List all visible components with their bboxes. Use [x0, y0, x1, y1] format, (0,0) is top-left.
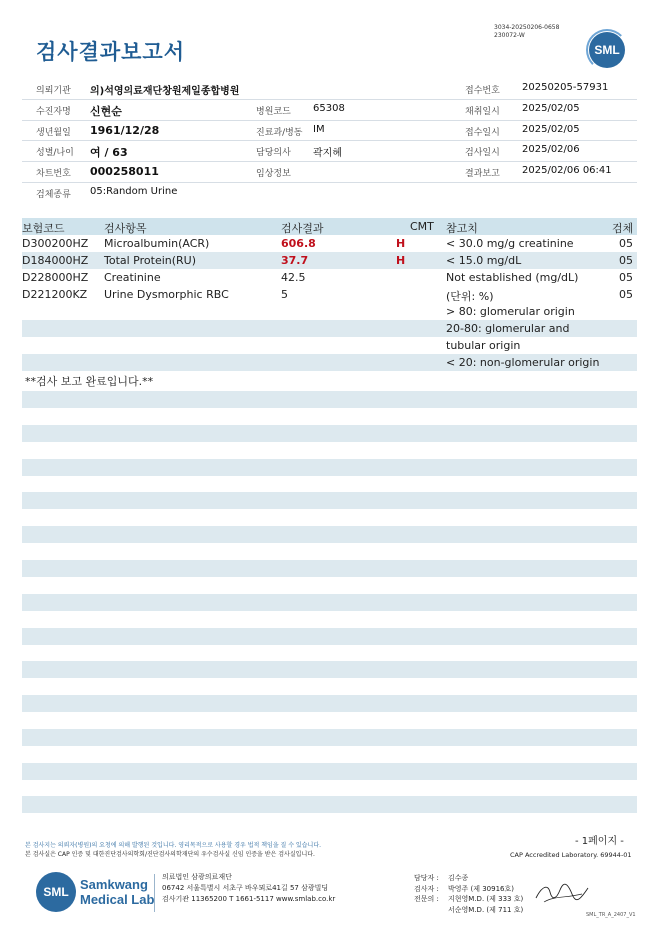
reference-line: > 80: glomerular origin	[446, 305, 575, 318]
tested-value: 2025/02/06	[522, 144, 580, 156]
results-table	[22, 218, 637, 388]
institution-label: 의뢰기관	[36, 86, 71, 96]
cell-specimen: 05	[619, 288, 633, 301]
reference-continuation-row	[22, 303, 637, 320]
receipt-no-label: 접수번호	[465, 86, 500, 96]
birth-value: 1961/12/28	[90, 123, 160, 137]
info-row	[22, 79, 637, 100]
lab-foundation: 의료법인 삼광의료재단	[162, 873, 232, 881]
sml-logo: SML	[589, 32, 625, 68]
cap-accreditation: CAP Accredited Laboratory. 69944-01	[510, 851, 632, 859]
lab-street-address: 06742 서울특별시 서초구 바우뫼로41길 57 삼광빌딩	[162, 884, 329, 892]
completion-note: **검사 보고 완료입니다.**	[25, 375, 154, 388]
high-flag: H	[396, 237, 406, 250]
empty-row	[22, 729, 637, 746]
cell-result: 5	[281, 288, 288, 301]
col-test-item: 검사항목	[104, 222, 147, 235]
cell-result: 42.5	[281, 271, 306, 284]
info-row	[22, 121, 637, 142]
table-row	[22, 269, 637, 286]
reported-label: 결과보고	[465, 169, 500, 180]
specimen-type-value: 05:Random Urine	[90, 185, 178, 197]
signature-image	[534, 880, 590, 906]
staff-name: 서순영M.D. (제 711 호)	[448, 905, 524, 914]
cell-code: D228000HZ	[22, 271, 89, 284]
chart-no-label: 차트번호	[36, 169, 71, 180]
page-number: - 1페이지 -	[575, 836, 624, 847]
document-id-line-1: 3034-20250206-0658	[494, 24, 560, 31]
hospital-code-label: 병원코드	[256, 106, 291, 117]
empty-row	[22, 695, 637, 712]
staff-role: 담당자 :	[414, 874, 439, 882]
col-cmt: CMT	[410, 220, 434, 233]
sex-age-label: 성별/나이	[36, 148, 74, 159]
staff-name: 김수종	[448, 874, 469, 882]
table-row	[22, 235, 637, 252]
staff-list	[414, 873, 523, 915]
dept-value: IM	[313, 123, 325, 135]
cell-specimen: 05	[619, 254, 633, 267]
document-id	[494, 24, 559, 40]
staff-role: 검사자 :	[414, 884, 439, 893]
empty-row	[22, 661, 637, 678]
sml-footer-logo: SML	[36, 872, 76, 912]
cell-test-name: Creatinine	[104, 271, 161, 284]
staff-row	[414, 905, 523, 916]
reference-line: < 20: non-glomerular origin	[446, 356, 600, 369]
report-title: 검사결과보고서	[36, 40, 186, 64]
lab-contact: 검사기관 11365200 T 1661-5117 www.smlab.co.kr	[162, 895, 336, 903]
cell-reference: (단위: %)	[446, 290, 494, 303]
tested-label: 검사일시	[465, 148, 500, 159]
hospital-code-value: 65308	[313, 102, 345, 114]
reference-line: tubular origin	[446, 339, 521, 352]
collected-value: 2025/02/05	[522, 102, 580, 114]
staff-name: 박영주 (제 30916호)	[448, 884, 514, 893]
col-specimen: 검체	[612, 222, 634, 235]
dept-label: 진료과/병동	[256, 127, 303, 138]
institution-value: 의)석영의료재단창원제일종합병원	[90, 86, 240, 97]
cell-reference: < 15.0 mg/dL	[446, 254, 522, 267]
cell-code: D221200KZ	[22, 288, 88, 301]
cell-result: 37.7	[281, 254, 309, 267]
patient-label: 수진자명	[36, 106, 71, 117]
collected-label: 채취일시	[465, 106, 500, 117]
cell-code: D184000HZ	[22, 254, 89, 267]
lab-address	[162, 872, 335, 905]
empty-row	[22, 425, 637, 442]
info-row	[22, 141, 637, 162]
table-row	[22, 286, 637, 303]
reference-continuation-row	[22, 354, 637, 371]
completion-row	[22, 371, 637, 388]
info-row	[22, 100, 637, 121]
staff-row	[414, 884, 523, 895]
cell-test-name: Total Protein(RU)	[104, 254, 197, 267]
empty-row	[22, 796, 637, 813]
cell-specimen: 05	[619, 237, 633, 250]
empty-row	[22, 526, 637, 543]
doctor-value: 곽지혜	[313, 148, 342, 160]
empty-row	[22, 763, 637, 780]
cell-reference: < 30.0 mg/g creatinine	[446, 237, 574, 250]
disclaimer-line: 본 검사지는 의뢰자(병원)의 요청에 의해 발행된 것입니다. 영리목적으로 사용할 경우 법적 책임을 질 수 있습니다.	[25, 842, 322, 849]
table-header	[22, 218, 637, 235]
empty-row	[22, 628, 637, 645]
clinical-info-label: 임상정보	[256, 169, 291, 180]
col-insurance-code: 보험코드	[22, 222, 65, 235]
accreditation-line: 본 검사실은 CAP 인증 및 대한진단검사의학회/진단검사의학재단의 우수검사실 신임 인증을 받은 검사실입니다.	[25, 851, 315, 858]
col-result: 검사결과	[281, 222, 324, 235]
received-value: 2025/02/05	[522, 123, 580, 135]
empty-row	[22, 594, 637, 611]
empty-row	[22, 560, 637, 577]
received-label: 접수일시	[465, 127, 500, 138]
cell-code: D300200HZ	[22, 237, 89, 250]
footer-notes	[25, 841, 321, 859]
staff-row	[414, 873, 523, 884]
high-flag: H	[396, 254, 406, 267]
empty-row	[22, 492, 637, 509]
reported-value: 2025/02/06 06:41	[522, 165, 612, 177]
info-row	[22, 162, 637, 183]
empty-row	[22, 391, 637, 408]
form-number: SML_TR_A_2407_V1	[586, 912, 636, 918]
cell-test-name: Microalbumin(ACR)	[104, 237, 210, 250]
document-id-line-2: 230072-W	[494, 32, 525, 39]
staff-name: 지현영M.D. (제 333 호)	[448, 895, 524, 903]
cell-specimen: 05	[619, 271, 633, 284]
table-row	[22, 252, 637, 269]
sex-age-value: 여 / 63	[90, 146, 128, 160]
receipt-no-value: 20250205-57931	[522, 82, 609, 93]
info-row	[22, 183, 637, 204]
col-reference: 참고치	[446, 222, 478, 235]
lab-name-line-1: Samkwang	[80, 877, 148, 892]
cell-result: 606.8	[281, 237, 316, 250]
doctor-label: 담당의사	[256, 148, 291, 159]
empty-row	[22, 459, 637, 476]
chart-no-value: 000258011	[90, 165, 159, 179]
empty-rows	[22, 391, 637, 813]
reference-line: 20-80: glomerular and	[446, 322, 570, 335]
lab-name	[80, 877, 154, 907]
patient-value: 신현순	[90, 104, 122, 118]
reference-continuation-row	[22, 320, 637, 337]
lab-name-line-2: Medical Lab	[80, 892, 155, 907]
footer-divider	[154, 874, 155, 912]
specimen-type-label: 검체종류	[36, 189, 71, 200]
reference-continuation-row	[22, 337, 637, 354]
cell-test-name: Urine Dysmorphic RBC	[104, 288, 229, 301]
staff-role: 전문의 :	[414, 895, 439, 903]
staff-row	[414, 894, 523, 905]
cell-reference: Not established (mg/dL)	[446, 271, 579, 284]
patient-info	[22, 79, 637, 204]
birth-label: 생년월일	[36, 127, 71, 138]
